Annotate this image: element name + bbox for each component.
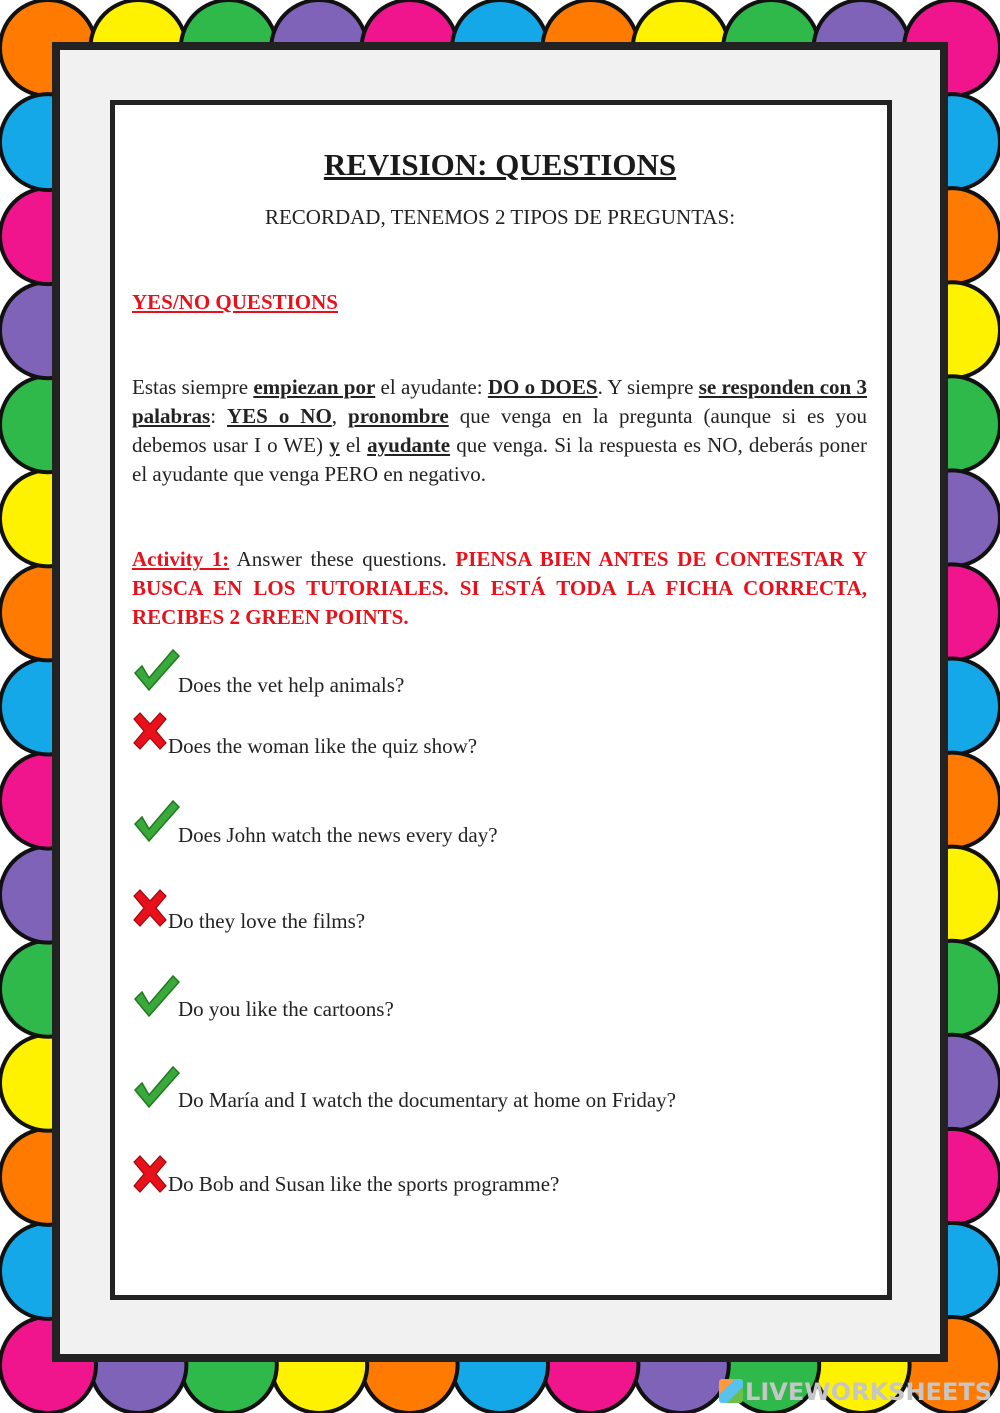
question-text: Do they love the films? — [168, 909, 366, 933]
activity-instructions: Activity 1: Answer these questions. PIENSA BIEN ANTES DE CONTESTAR Y BUSCA EN LOS TUTORIALES. SI ESTÁ TODA LA FICHA CORRECTA, RECIBES 2 GREEN POINTS. — [132, 547, 867, 629]
question-row-2 — [132, 712, 852, 762]
activity-label: Activity 1: — [132, 547, 230, 571]
question-row-1 — [132, 646, 852, 696]
page-subtitle: RECORDAD, TENEMOS 2 TIPOS DE PREGUNTAS: — [264, 205, 736, 229]
liveworksheets-icon — [719, 1379, 743, 1403]
question-text: Does the vet help animals? — [178, 673, 405, 697]
check-icon — [132, 1063, 180, 1111]
question-row-7 — [132, 1155, 852, 1205]
question-row-4 — [132, 889, 852, 939]
section-title: YES/NO QUESTIONS — [132, 290, 338, 314]
check-icon — [132, 972, 180, 1020]
explanation-paragraph: Estas siempre empiezan por el ayudante: DO o DOES. Y siempre se responden con 3 palabras: YES o NO, pronombre que venga en la pregunta (aunque si es you debemos usar I o WE) y el ayudante que venga. Si la respuesta es NO, deberás poner el ayudante que venga PERO en negativo. — [132, 375, 868, 486]
cross-icon — [132, 1155, 168, 1193]
check-icon — [132, 797, 180, 845]
worksheet-page — [110, 100, 892, 1300]
question-text: Do Bob and Susan like the sports programme? — [168, 1172, 560, 1196]
question-text: Does John watch the news every day? — [178, 823, 498, 847]
question-row-5 — [132, 972, 852, 1022]
check-icon — [132, 646, 180, 694]
cross-icon — [132, 712, 168, 750]
question-row-6 — [132, 1063, 852, 1113]
question-row-3 — [132, 797, 852, 847]
question-text: Does the woman like the quiz show? — [168, 734, 478, 758]
question-text: Do you like the cartoons? — [178, 997, 394, 1021]
activity-warning: PIENSA BIEN ANTES DE CONTESTAR Y BUSCA EN LOS TUTORIALES. SI ESTÁ TODA LA FICHA CORRECTA, RECIBES 2 GREEN POINTS. — [132, 547, 867, 629]
page-title: REVISION: QUESTIONS — [323, 147, 677, 182]
liveworksheets-logo: LIVEWORKSHEETS — [719, 1378, 992, 1408]
question-text: Do María and I watch the documentary at home on Friday? — [178, 1088, 677, 1112]
cross-icon — [132, 889, 168, 927]
